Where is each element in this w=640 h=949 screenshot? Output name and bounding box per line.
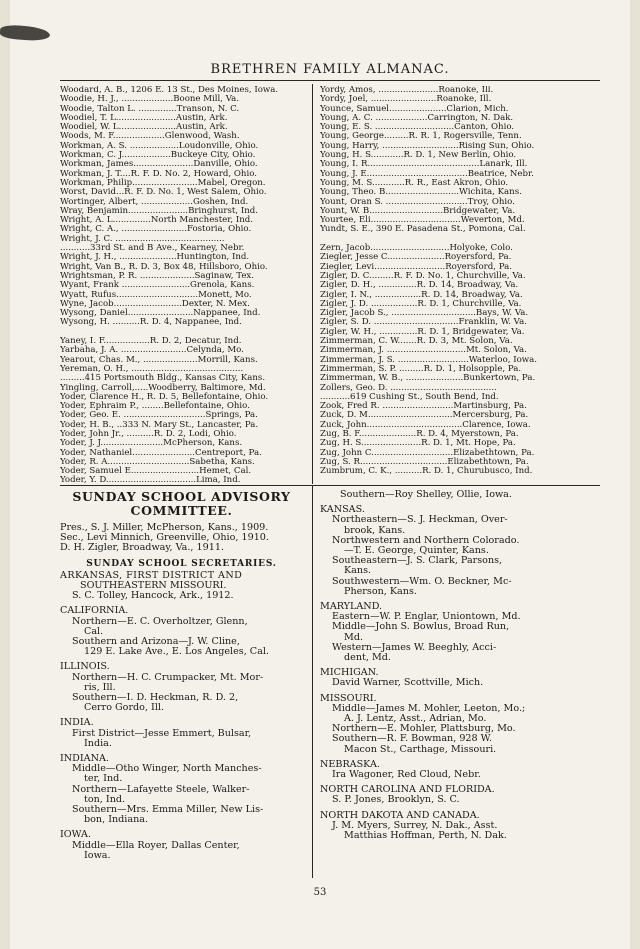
committee-title-1: SUNDAY SCHOOL ADVISORY xyxy=(72,489,291,504)
secretary-entry: Southern and Arizona—J. W. Cline, xyxy=(72,636,240,648)
directory-entry: Zimmerman, J. S. ..........................Waterloo, Iowa. xyxy=(320,354,537,365)
committee-section-continued xyxy=(320,490,600,841)
state-heading: CALIFORNIA. xyxy=(60,605,129,617)
secretary-entry: 129 E. Lake Ave., E. Los Angeles, Cal. xyxy=(84,646,269,658)
state-heading: ARKANSAS, FIRST DISTRICT AND xyxy=(60,569,243,581)
committee-section xyxy=(60,490,303,861)
directory-entry: Young, A. C. ...................Carrington, N. Dak. xyxy=(320,112,514,123)
directory-entry: Wyatt, Rufus..............................Monett, Mo. xyxy=(60,289,252,300)
directory-entry: Workman, Philip........................Mabel, Oregon. xyxy=(60,177,266,188)
secretary-entry: Pherson, Kans. xyxy=(344,585,417,597)
directory-entry: Yereman, O. H., ......................................... xyxy=(60,363,244,374)
directory-entry: Yarbaha, J. A. ........................Celynda, Mo. xyxy=(60,345,244,356)
state-heading: INDIA. xyxy=(60,717,94,729)
secretary-entry: David Warner, Scottville, Mich. xyxy=(332,677,484,689)
directory-entry: Zuck, John...................................Clarence, Iowa. xyxy=(320,419,531,430)
directory-entry: Wright, C. A., ........................Fostoria, Ohio. xyxy=(60,224,252,235)
secretary-entry: Northeastern—S. J. Heckman, Over- xyxy=(332,514,508,526)
directory-entry: Yoder, Nathaniel.......................Centreport, Pa. xyxy=(60,447,262,458)
directory-entry: Yoder, John Jr., ..........R. D. 2, Lodi, Ohio. xyxy=(60,428,237,439)
secretary-entry: ter, Ind. xyxy=(84,773,123,785)
directory-entry: Wright, Van B., R. D. 3, Box 48, Hillsboro, Ohio. xyxy=(60,261,268,272)
secretary-entry: Middle—Otho Winger, North Manches- xyxy=(72,763,262,775)
state-heading: ILLINOIS. xyxy=(60,661,110,673)
secretary-entry: Northern—E. C. Overholtzer, Glenn, xyxy=(72,615,248,627)
secretary-entry: Southern—I. D. Heckman, R. D. 2, xyxy=(72,692,239,704)
directory-entry: Young, M. S............R. R., East Akron, Ohio. xyxy=(320,177,509,188)
directory-entry: Yoder, Ephraim P., ........Bellefontaine, Ohio. xyxy=(60,401,250,412)
directory-entry: Wysong, Daniel........................Nappanee, Ind. xyxy=(60,308,261,319)
directory-entry: Yourtee, Eli.................................Weverton, Md. xyxy=(320,215,525,226)
directory-entry: Yaney, I. F.................R. D. 2, Decatur, Ind. xyxy=(60,336,242,347)
committee-member: Pres., S. J. Miller, McPherson, Kans., 1909. xyxy=(60,522,269,533)
directory-entry: Zug, H. S......................R. D. 1, Mt. Hope, Pa. xyxy=(320,438,516,449)
directory-entry: Ziegler, Jesse C.....................Royersford, Pa. xyxy=(320,252,512,263)
directory-entry: Young, E. S. .............................Canton, Ohio. xyxy=(320,122,515,133)
directory-entry: Wyne, Jacob.........................Dexter, N. Mex. xyxy=(60,298,250,309)
secretary-entry: brook, Kans. xyxy=(344,524,406,536)
directory-entry: Zigler, D. C.........R. F. D. No. 1, Churchville, Va. xyxy=(320,270,526,281)
directory-entry: Wrightsman, P. R. ....................Saginaw, Tex. xyxy=(60,270,254,281)
state-heading: NORTH CAROLINA AND FLORIDA. xyxy=(320,784,495,796)
directory-entry: Yount, Oran S. ..............................Troy, Ohio. xyxy=(320,196,515,207)
directory-entry: Wright, J. C. ........................................ xyxy=(60,233,225,244)
directory-entry: Yoder, Geo. E. ..............................Springs, Pa. xyxy=(60,410,258,421)
secretary-entry: Northwestern and Northern Colorado. xyxy=(332,534,520,546)
directory-entry: Zook, Fred R. ..........................Martinsburg, Pa. xyxy=(320,401,527,412)
directory-entry: Zimmerman, S. P. .........R. D. 1, Holsopple, Pa. xyxy=(320,363,522,374)
directory-entry: Wyant, Frank .........................Grenola, Kans. xyxy=(60,280,255,291)
secretary-entry: A. J. Lentz, Asst., Adrian, Mo. xyxy=(344,713,487,725)
secretary-entry: Northern—H. C. Crumpacker, Mt. Mor- xyxy=(72,671,264,683)
column-divider-bottom xyxy=(312,486,313,878)
page-edge-left xyxy=(0,0,10,949)
directory-entry: Woodie, H. J., ...................Boone Mill, Va. xyxy=(60,94,240,105)
directory-entry: Yundt, S. E., 390 E. Pasadena St., Pomona, Cal. xyxy=(320,224,526,235)
directory-entry: Woods, M. F...................Glenwood, Wash. xyxy=(60,131,240,142)
section-rule xyxy=(60,485,600,486)
directory-entry: Yoder, Samuel E.........................Hemet, Cal. xyxy=(60,466,252,477)
secretary-entry: Macon St., Carthage, Missouri. xyxy=(344,743,497,755)
secretary-entry: Northern—Lafayette Steele, Walker- xyxy=(72,783,250,795)
secretary-entry: Kans. xyxy=(344,565,372,577)
secretary-entry: J. M. Myers, Surrey, N. Dak., Asst. xyxy=(332,819,498,831)
directory-entry: Wright, A. L..............North Manchester, Ind. xyxy=(60,215,254,226)
directory-entry: Ziegler, Levi..........................Royersford, Pa. xyxy=(320,261,512,272)
secretary-entry: dent, Md. xyxy=(344,652,391,664)
secretary-entry: Cerro Gordo, Ill. xyxy=(84,702,165,714)
secretary-entry: Southwestern—Wm. O. Beckner, Mc- xyxy=(332,575,512,587)
state-heading: INDIANA. xyxy=(60,753,109,765)
directory-entry: Zug, John C..............................Elizabethtown, Pa. xyxy=(320,447,535,458)
state-heading: IOWA. xyxy=(60,829,92,841)
directory-entry: Yount, W. B...........................Bridgewater, Va. xyxy=(320,205,516,216)
directory-entry: Wysong, H. ..........R. D. 4, Nappanee, Ind. xyxy=(60,317,242,328)
column-divider-top xyxy=(312,84,313,484)
page-edge-right xyxy=(630,0,640,949)
directory-entry: Zug, S. R................................Elizabethtown, Pa. xyxy=(320,456,529,467)
directory-entry: Zollers, Geo. D. ....................................... xyxy=(320,382,497,393)
directory-entry: Woodard, A. B., 1206 E. 13 St., Des Moines, Iowa. xyxy=(60,86,279,95)
state-heading: NORTH DAKOTA AND CANADA. xyxy=(320,809,480,821)
directory-entry: Young, I. R.........................................Lanark, Ill. xyxy=(320,159,528,170)
directory-entry: Zug, B. F.....................R. D. 4, Myerstown, Pa. xyxy=(320,428,519,439)
directory-entry: Young, Harry, ............................Rising Sun, Ohio. xyxy=(320,140,535,151)
directory-entry: ...........619 Cushing St., South Bend, Ind. xyxy=(320,391,499,402)
directory-entry: Zigler, J. D. .................R. D. 1, Churchville, Va. xyxy=(320,298,522,309)
secretary-entry: bon, Indiana. xyxy=(84,814,149,826)
directory-entry: Workman, C. J..................Buckeye City, Ohio. xyxy=(60,150,256,161)
directory-entry: Yingling, Carroll,.....Woodberry, Baltimore, Md. xyxy=(60,382,266,393)
secretary-entry: Middle—Ella Royer, Dallas Center, xyxy=(72,839,240,851)
directory-entry: Yordy, Amos, ......................Roanoke, Ill. xyxy=(320,86,494,95)
secretary-entry: Middle—James M. Mohler, Leeton, Mo.; xyxy=(332,702,526,714)
secretary-entry: S. C. Tolley, Hancock, Ark., 1912. xyxy=(72,590,234,602)
directory-entry: Workman, James......................Danville, Ohio. xyxy=(60,159,258,170)
secretary-entry: First District—Jesse Emmert, Bulsar, xyxy=(72,727,252,739)
state-heading: SOUTHEASTERN MISSOURI. xyxy=(80,580,227,592)
directory-entry: Zimmerman, W. B., .....................Bunkertown, Pa. xyxy=(320,373,536,384)
secretary-entry: Eastern—W. P. Englar, Uniontown, Md. xyxy=(332,611,521,623)
running-header: BRETHREN FAMILY ALMANAC. xyxy=(210,62,450,77)
directory-entry: Workman, J. T....R. F. D. No. 2, Howard, Ohio. xyxy=(60,168,257,179)
secretary-entry: —T. E. George, Quinter, Kans. xyxy=(344,545,489,557)
secretary-entry: India. xyxy=(84,737,112,749)
state-heading: NEBRASKA. xyxy=(320,758,380,770)
directory-entry: Yoder, Y. D.................................Lima, Ind. xyxy=(60,475,241,486)
page-number: 53 xyxy=(313,887,327,898)
directory-entry: Woodiel, T. L......................Austin, Ark. xyxy=(60,112,228,123)
secretary-entry: Ira Wagoner, Red Cloud, Nebr. xyxy=(332,769,481,781)
state-heading: MISSOURI. xyxy=(320,692,377,704)
directory-entry: Yordy, Joel, ........................Roanoke, Ill. xyxy=(320,94,492,105)
secretary-entry: Middle—John S. Bowlus, Broad Run, xyxy=(332,621,510,633)
directory-entry: Young, H. S............R. D. 1, New Berlin, Ohio. xyxy=(320,150,517,161)
directory-entry: Yoder, J. J.......................McPherson, Kans. xyxy=(60,438,243,449)
directory-entry: Young, J. E.....................................Beatrice, Nebr. xyxy=(320,168,534,179)
state-heading: KANSAS. xyxy=(320,504,365,516)
directory-entry: Zigler, I. N., .................R. D. 14, Broadway, Va. xyxy=(320,289,523,300)
state-heading: MICHIGAN. xyxy=(320,667,379,679)
directory-entry: Workman, A. S. ..................Loudonville, Ohio. xyxy=(60,140,259,151)
secretary-entry: Md. xyxy=(344,631,364,643)
secretary-entry: Northern—E. Mohler, Plattsburg, Mo. xyxy=(332,723,516,735)
directory-left-column xyxy=(60,86,303,486)
directory-entry: Zimmerman, C. W.......R. D. 3, Mt. Solon, Va. xyxy=(320,336,513,347)
secretary-entry: ris, Ill. xyxy=(84,681,116,693)
committee-member: Sec., Levi Minnich, Greenville, Ohio, 1910. xyxy=(60,532,269,544)
directory-entry: Yearout, Chas. M., ....................Morrill, Kans. xyxy=(60,354,258,365)
secretary-entry: S. P. Jones, Brooklyn, S. C. xyxy=(332,794,460,806)
secretary-entry: Southeastern—J. S. Clark, Parsons, xyxy=(332,555,503,567)
secretaries-heading: SUNDAY SCHOOL SECRETARIES. xyxy=(86,558,277,569)
directory-entry: Worst, David...R. F. D. No. 1, West Salem, Ohio. xyxy=(60,187,267,198)
directory-entry: Wright, J. H., .....................Huntington, Ind. xyxy=(60,252,250,263)
directory-entry: Zern, Jacob.............................Holyoke, Colo. xyxy=(320,243,513,254)
directory-entry: Woodiel, W. L.....................Austin, Ark. xyxy=(60,122,228,133)
directory-entry: Young, Theo. B...........................Wichita, Kans. xyxy=(320,187,522,198)
directory-entry: .........415 Portsmouth Bldg., Kansas City, Kans. xyxy=(60,373,266,384)
header-rule xyxy=(60,80,600,81)
state-heading: MARYLAND. xyxy=(320,601,383,613)
secretary-entry: Southern—Roy Shelley, Ollie, Iowa. xyxy=(340,489,512,500)
directory-right-column xyxy=(320,86,600,476)
secretary-entry: Cal. xyxy=(84,625,104,637)
committee-member: D. H. Zigler, Broadway, Va., 1911. xyxy=(60,542,224,554)
secretary-entry: Iowa. xyxy=(84,849,111,861)
directory-entry: Yoder, H. B., ..333 N. Mary St., Lancaster, Pa. xyxy=(60,419,259,430)
directory-entry: Zigler, D. H., ..............R. D. 14, Broadway, Va. xyxy=(320,280,519,291)
committee-title-2: COMMITTEE. xyxy=(130,503,233,518)
directory-entry: Zigler, Jacob S., ...............................Bays, W. Va. xyxy=(320,308,529,319)
directory-entry: Yoder, R. A..............................Sabetha, Kans. xyxy=(60,456,255,467)
directory-entry: Younce, Samuel.....................Clarion, Mich. xyxy=(320,103,509,114)
directory-entry: Yoder, Clarence H., R. D. 5, Bellefontaine, Ohio. xyxy=(60,391,269,402)
directory-entry: Young, George.........R. R. 1, Rogersville, Tenn. xyxy=(320,131,522,142)
secretary-entry: Western—James W. Beeghly, Acci- xyxy=(332,641,497,653)
secretary-entry: Southern—R. F. Bowman, 928 W. xyxy=(332,733,492,745)
secretary-entry: Matthias Hoffman, Perth, N. Dak. xyxy=(344,830,507,842)
directory-entry: Woodie, Talton L. ..............Transon, N. C. xyxy=(60,103,240,114)
secretary-entry: ton, Ind. xyxy=(84,793,126,805)
directory-entry: Zumbrum, C. K., ..........R. D. 1, Churubusco, Ind. xyxy=(320,466,533,477)
directory-entry: Zuck, D. M...............................Mercersburg, Pa. xyxy=(320,410,529,421)
secretary-entry: Southern—Mrs. Emma Miller, New Lis- xyxy=(72,804,264,816)
directory-entry: Zigler, S. D. ...............................Franklin, W. Va. xyxy=(320,317,527,328)
directory-entry: ...........33rd St. and B Ave., Kearney, Nebr. xyxy=(60,243,245,254)
directory-entry: Wray, Benjamin......................Bringhurst, Ind. xyxy=(60,205,258,216)
directory-entry: Zigler, W. H., ..............R. D. 1, Bridgewater, Va. xyxy=(320,326,525,337)
directory-entry: Wortinger, Albert, ...................Goshen, Ind. xyxy=(60,196,249,207)
directory-entry: Zimmerman, J. .............................Mt. Solon, Va. xyxy=(320,345,527,356)
